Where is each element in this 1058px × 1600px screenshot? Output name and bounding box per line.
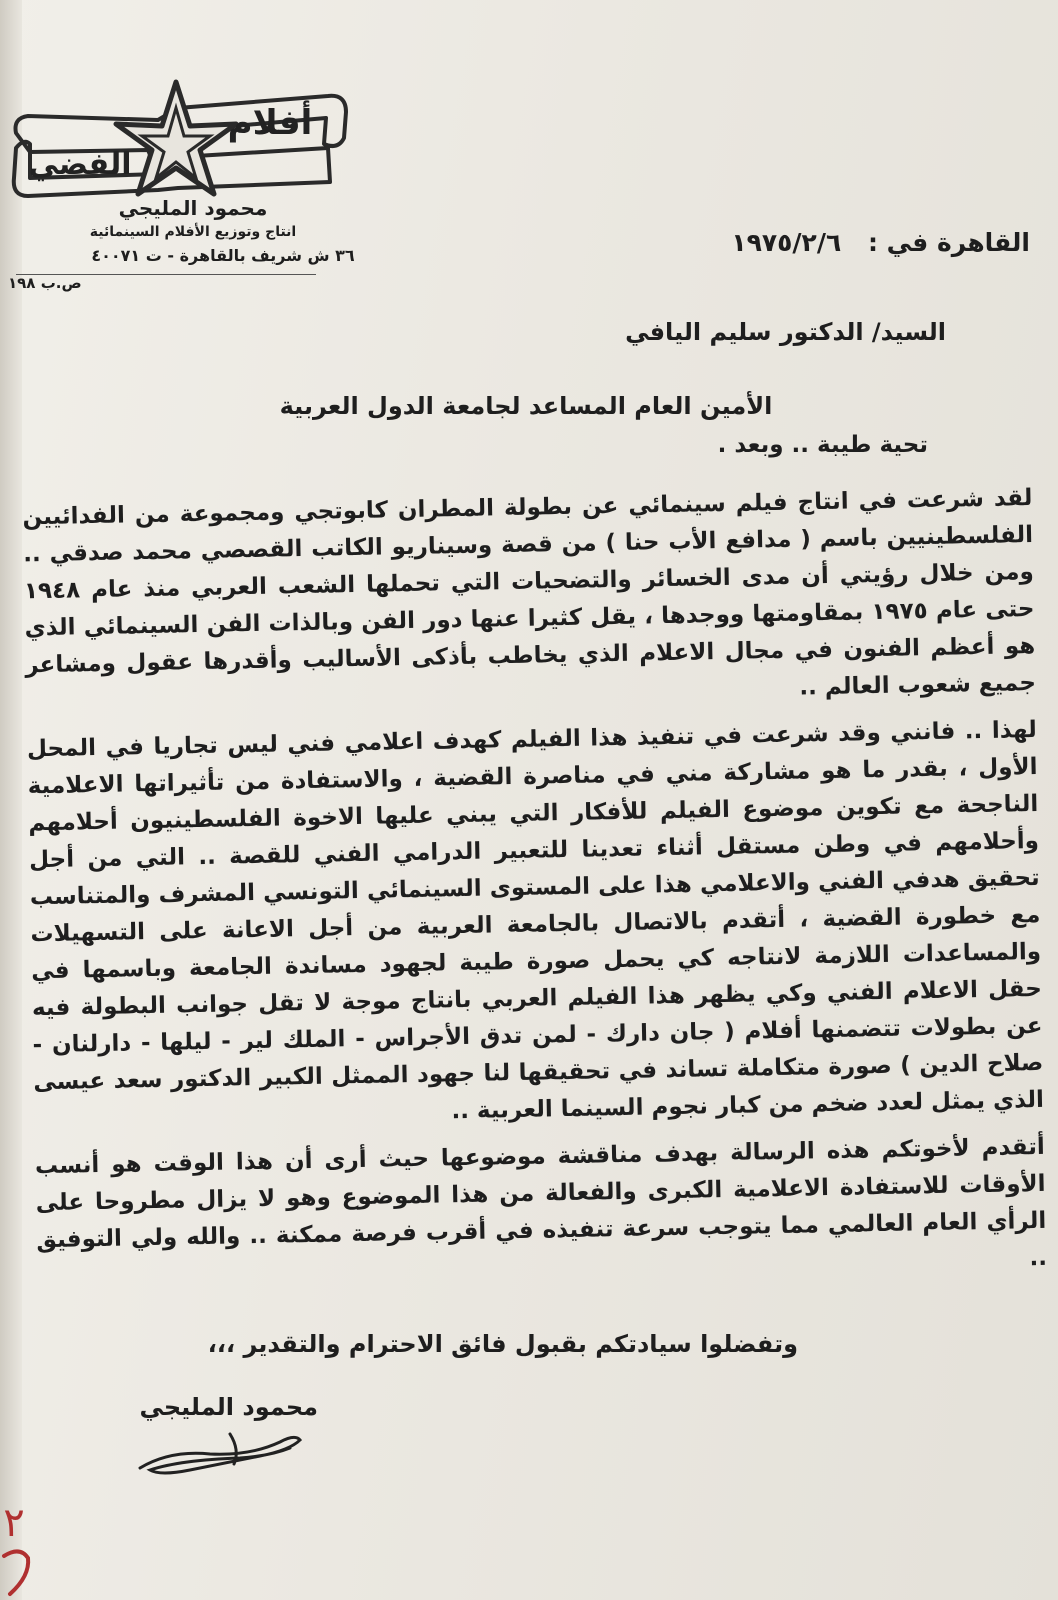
letterhead-address: ٣٦ ش شريف بالقاهرة - ت ٤٠٠٧١: [91, 246, 355, 265]
body-paragraph: لقد شرعت في انتاج فيلم سينمائي عن بطولة المطران كابوتجي ومجموعة من الفدائيين الفلسطينيين باسم ( مدافع الأب حنا ) من قصة وسيناريو الكاتب القصصي محمد صدقي .. ومن خلال رؤيتي أن مدى الخسائر والتضحيات التي تحملها الشعب العربي منذ عام ١٩٤٨ حتى عام ١٩٧٥ بمقاومتها ووجدها ، يقل كثيرا عنها دور الفن وبالذات الفن السينمائي الذي هو أعظم الفنون في مجال الاعلام الذي يخاطب بأذكى الأساليب وأقدرها عقول ومشاعر جميع شعوب العالم ..: [22, 484, 1037, 701]
letterhead-owner: محمود المليجي: [118, 196, 268, 220]
logo-text-top: أفلام: [227, 103, 313, 143]
date-value: ١٩٧٥/٢/٦: [731, 228, 842, 257]
date-label: القاهرة في :: [867, 228, 1030, 257]
letterhead-po-box: ص.ب ١٩٨: [8, 274, 82, 292]
recipient-title: الأمين العام المساعد لجامعة الدول العربية: [279, 392, 773, 420]
signature-name: محمود المليجي: [139, 1393, 318, 1421]
recipient-name: السيد/ الدكتور سليم اليافي: [625, 318, 946, 346]
letterhead: [8, 78, 408, 308]
body-paragraph: أتقدم لأخوتكم هذه الرسالة بهدف مناقشة موضوعها حيث أرى أن هذا الوقت هو أنسب الأوقات للاستفادة الاعلامية الكبرى والفعالة من هذا الموضوع وهو لا يزال مطروحا على الرأي العام العالمي مما يتوجب سرعة تنفيذه في أقرب فرصة ممكنة .. والله ولي التوفيق ..: [34, 1133, 1048, 1272]
margin-mark-icon: [0, 1496, 34, 1600]
logo-text-bottom: الفضي: [28, 147, 132, 182]
letter-body: [22, 480, 1047, 1306]
letterhead-description: انتاج وتوزيع الأفلام السينمائية: [89, 224, 297, 240]
date-line: [470, 228, 1030, 268]
handwritten-signature-icon: [130, 1420, 310, 1480]
closing-line: وتفضلوا سيادتكم بقبول فائق الاحترام والتقدير ،،،: [207, 1330, 798, 1358]
greeting: تحية طيبة .. وبعد .: [717, 432, 928, 458]
margin-note: ٢: [3, 1500, 25, 1546]
star-logo-icon: [8, 78, 353, 213]
body-paragraph: لهذا .. فانني وقد شرعت في تنفيذ هذا الفيلم كهدف اعلامي فني ليس تجاريا في المحل الأول ، بقدر ما هو مشاركة مني في مناصرة القضية ، والاستفادة من تأثيراتها الاعلامية الناجحة مع تكوين موضوع الفيلم للأفكار التي يبني عليها الاخوة الفلسطينيون أحلامهم وأحلامهم في وطن مستقل أثناء تعدينا للتعبير الدرامي الفني للقصة .. التي من أجل تحقيق هدفي الفني والاعلامي هذا على المستوى السينمائي التونسي المشرف والمتناسب مع خطورة القضية ، أتقدم بالاتصال بالجامعة العربية من أجل الاعانة على التسهيلات والمساعدات اللازمة لانتاجه كي يحمل صورة طيبة لجهود مساندة الجامعة وباسمها في حقل الاعلام الفني وكي يظهر هذا الفيلم العربي بانتاج موجة لا تقل جوانب البطولة فيه عن بطولات تتضمنها أفلام ( جان دارك - لمن تدق الأجراس - الملك لير - ليلها - دارلنان - صلاح الدين ) صورة متكاملة تساند في تحقيقها لنا جهود الممثل الكبير الدكتور سعد عيسى الذي يمثل لعدد ضخم من كبار نجوم السينما العربية ..: [26, 716, 1045, 1125]
